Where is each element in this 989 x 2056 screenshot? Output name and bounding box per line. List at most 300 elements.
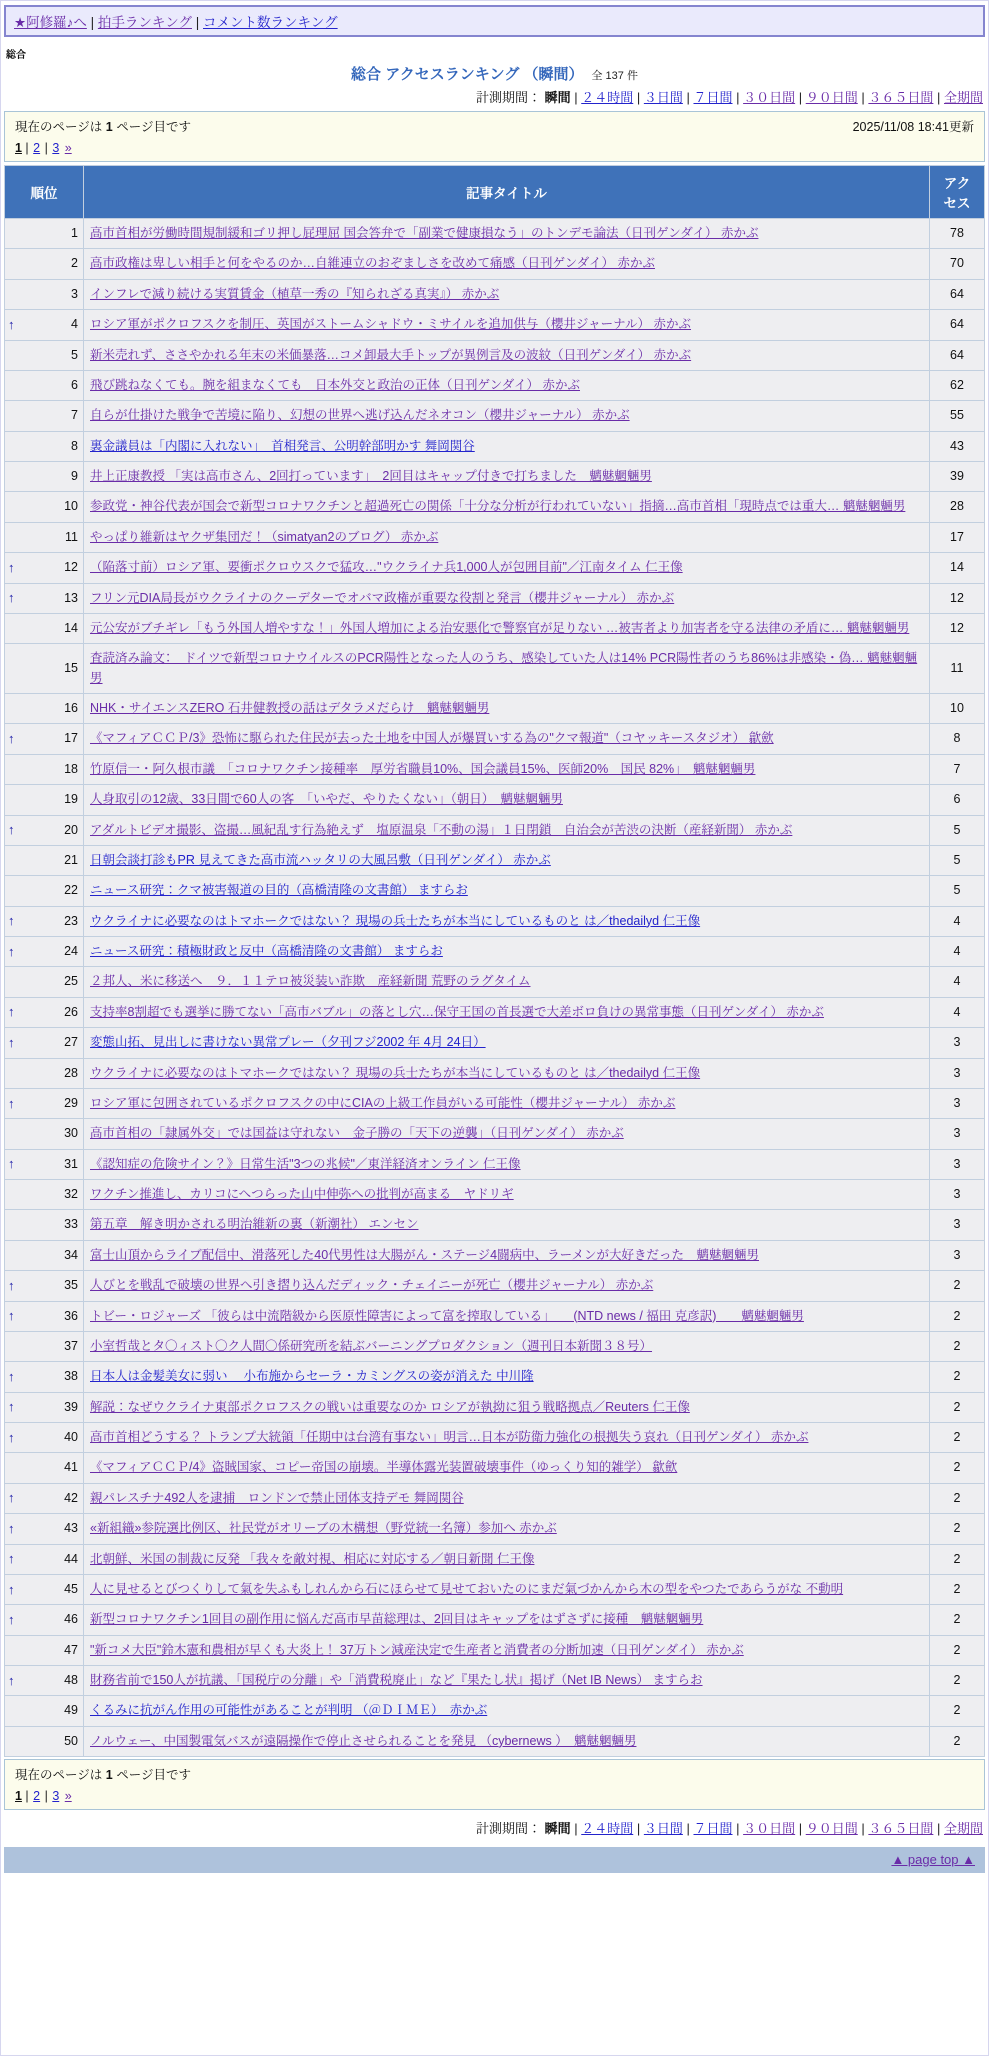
title-cell: [84, 937, 930, 967]
separator: |: [41, 1789, 52, 1804]
table-row: [5, 1453, 985, 1483]
title-cell: [84, 522, 930, 552]
article-link[interactable]: NHK・サイエンスZERO 石井健教授の話はデタラメだらけ 魑魅魍魎男: [90, 701, 490, 715]
title-cell: [84, 1483, 930, 1513]
page-top-link[interactable]: ▲ page top ▲: [891, 1852, 975, 1868]
rank-up-icon: ↑: [8, 1520, 15, 1536]
title-cell: [84, 553, 930, 583]
title-cell: [84, 876, 930, 906]
total-count: 全 137 件: [591, 70, 638, 82]
ranking-table-head: [5, 166, 985, 219]
access-count: 2: [930, 1392, 985, 1422]
table-row: [5, 1058, 985, 1088]
article-link[interactable]: 元公安がブチギレ「もう外国人増やすな！」外国人増加による治安悪化で警察官が足りない …被害者より加害者を守る法律の矛盾に… 魑魅魍魎男: [90, 620, 910, 635]
bottom-info-box: [4, 1759, 985, 1810]
access-count: 4: [930, 967, 985, 997]
rank-number: 50: [64, 1733, 78, 1748]
access-count: 43: [930, 431, 985, 461]
current-page: 1: [15, 141, 22, 155]
article-link[interactable]: 高市首相が労働時間規制緩和ゴリ押し屁理屈 国会答弁で「副業で健康損なう」のトンデモ論法（日刊ゲンダイ） 赤かぶ: [90, 226, 759, 240]
table-row: [5, 906, 985, 936]
period-link[interactable]: ２４時間: [581, 1821, 634, 1837]
page-link[interactable]: 3: [52, 1789, 60, 1804]
rank-cell: [5, 845, 84, 875]
access-count: 55: [930, 401, 985, 431]
article-link[interactable]: 高市首相の「隷属外交」では国益は守れない 金子勝の「天下の逆襲」（日刊ゲンダイ） 赤かぶ: [90, 1126, 624, 1141]
access-count: 5: [930, 815, 985, 845]
table-row: [5, 1392, 985, 1422]
top-info-box: [4, 111, 985, 162]
rank-cell: [5, 219, 84, 249]
rank-cell: [5, 1423, 84, 1453]
rank-up-icon: ↑: [8, 1004, 15, 1020]
article-link[interactable]: 親パレスチナ492人を逮捕 ロンドンで禁止団体支持デモ 舞岡関谷: [90, 1490, 464, 1505]
rank-cell: [5, 1180, 84, 1210]
current-page-text: [15, 117, 191, 135]
table-row: [5, 1635, 985, 1665]
rank-cell: [5, 724, 84, 754]
rank-up-icon: ↑: [8, 822, 15, 838]
title-cell: [84, 1331, 930, 1361]
article-link[interactable]: 《認知症の危険サイン？》日常生活"3つの兆候"／東洋経済オンライン 仁王像: [90, 1156, 521, 1171]
article-link[interactable]: ウクライナに必要なのはトマホークではない？ 現場の兵士たちが本当にしているものと は／thedailyd 仁王像: [90, 1065, 701, 1080]
period-link[interactable]: ３６５日間: [868, 1821, 934, 1837]
article-link[interactable]: 参政党・神谷代表が国会で新型コロナワクチンと超過死亡の関係「十分な分析が行われていない」指摘…高市首相「現時点では重大… 魑魅魍魎男: [90, 499, 906, 514]
table-row: [5, 310, 985, 340]
access-count: 4: [930, 997, 985, 1027]
title-cell: [84, 1301, 930, 1331]
rank-number: 33: [64, 1217, 78, 1232]
title-cell: [84, 1210, 930, 1240]
access-count: 2: [930, 1362, 985, 1392]
rank-cell: [5, 462, 84, 492]
rank-number: 37: [64, 1338, 78, 1353]
rank-cell: [5, 1362, 84, 1392]
rank-number: 45: [64, 1581, 78, 1596]
rank-number: 6: [71, 377, 78, 392]
article-link[interactable]: やっぱり維新はヤクザ集団だ！（simatyan2のブログ） 赤かぶ: [90, 529, 439, 544]
article-link[interactable]: ２邦人、米に移送へ ９．１１テロ被災装い詐欺 産経新聞 荒野のラグタイム: [90, 974, 531, 989]
access-count: 2: [930, 1514, 985, 1544]
access-count: 2: [930, 1423, 985, 1453]
rank-number: 47: [64, 1642, 78, 1657]
table-row: [5, 1726, 985, 1756]
article-link[interactable]: 《マフィアＣＣＰ/4》盗賊国家、コピー帝国の崩壊。半導体露光装置破壊事件（ゆっくり知的雑学） 歙歛: [90, 1460, 678, 1475]
period-link[interactable]: ３０日間: [743, 90, 796, 105]
title-cell: [84, 815, 930, 845]
period-link[interactable]: ９０日間: [805, 90, 858, 105]
page-top-bar: [4, 1847, 985, 1873]
rank-cell: [5, 1119, 84, 1149]
table-row: [5, 845, 985, 875]
article-link[interactable]: 人びとを戦乱で破壊の世界へ引き摺り込んだディック・チェイニーが死亡（櫻井ジャーナル） 赤かぶ: [90, 1278, 654, 1293]
access-count: 17: [930, 522, 985, 552]
table-row: [5, 1119, 985, 1149]
access-count: 70: [930, 249, 985, 279]
current-page-number: 1: [105, 1768, 113, 1783]
page-link[interactable]: 3: [52, 141, 60, 155]
rank-number: 19: [64, 792, 78, 807]
table-row: [5, 815, 985, 845]
rank-cell: [5, 785, 84, 815]
article-link[interactable]: インフレで減り続ける実質賃金（植草一秀の『知られざる真実』） 赤かぶ: [90, 286, 500, 301]
period-link[interactable]: ３６５日間: [868, 90, 934, 105]
rank-number: 25: [64, 974, 78, 989]
article-link[interactable]: （陥落寸前）ロシア軍、要衝ポクロウスクで猛攻…"ウクライナ兵1,000人が包囲目前"／江南タイム 仁王像: [90, 560, 683, 575]
table-row: [5, 754, 985, 784]
period-link[interactable]: ２４時間: [581, 90, 634, 105]
page-link[interactable]: 2: [33, 1789, 41, 1804]
article-link[interactable]: ノルウェー、中国製電気バスが遠隔操作で停止させられることを発見 （cybernews ） 魑魅魍魎男: [90, 1733, 637, 1748]
table-row: [5, 1574, 985, 1604]
article-link[interactable]: ニュース研究：積極財政と反中（高橋清隆の文書館） ますらお: [90, 944, 443, 958]
rank-cell: [5, 1088, 84, 1118]
article-link[interactable]: 小室哲哉とタ〇ィスト〇ク人間〇係研究所を結ぶバーニングプロダクション（週刊日本新聞３８号）: [90, 1338, 653, 1353]
title-cell: [84, 1180, 930, 1210]
rank-up-icon: ↑: [8, 316, 15, 332]
article-link[interactable]: 人に見せるとびつくりして氣を失ふもしれんから石にほらせて見せておいたのにまだ氣づかんから木の型をやつたであらうがな 不動明: [90, 1581, 844, 1596]
pagination-top: [15, 141, 974, 155]
next-page-link[interactable]: »: [64, 1789, 72, 1804]
separator: |: [857, 1821, 869, 1837]
period-link[interactable]: 全期間: [943, 90, 983, 105]
rank-number: 20: [64, 822, 78, 837]
title-cell: [84, 1514, 930, 1544]
title-cell: [84, 1271, 930, 1301]
rank-cell: [5, 815, 84, 845]
title-cell: [84, 1058, 930, 1088]
rank-number: 36: [64, 1308, 78, 1323]
article-link[interactable]: ワクチン推進し、カリコにへつらった山中伸弥への批判が高まる ヤドリギ: [90, 1187, 514, 1201]
separator: |: [732, 90, 744, 105]
title-cell: [84, 1696, 930, 1726]
access-count: 2: [930, 1301, 985, 1331]
access-count: 2: [930, 1271, 985, 1301]
separator: |: [682, 1821, 694, 1837]
title-cell: [84, 462, 930, 492]
rank-number: 32: [64, 1187, 78, 1201]
access-count: 6: [930, 785, 985, 815]
title-cell: [84, 1726, 930, 1756]
title-cell: [84, 1240, 930, 1270]
rank-cell: [5, 1574, 84, 1604]
rank-cell: [5, 1514, 84, 1544]
table-row: [5, 694, 985, 724]
table-row: [5, 644, 985, 694]
rank-number: 15: [64, 660, 78, 675]
title-cell: [84, 1544, 930, 1574]
article-link[interactable]: 新米売れず、ささやかれる年末の米価暴落…コメ卸最大手トップが異例言及の波紋（日刊ゲンダイ） 赤かぶ: [90, 347, 692, 362]
table-row: [5, 1149, 985, 1179]
nav-link-asyura-home[interactable]: ★阿修羅♪へ: [14, 15, 87, 30]
table-row: [5, 1180, 985, 1210]
separator: |: [21, 141, 33, 155]
rank-cell: [5, 967, 84, 997]
table-row: [5, 1028, 985, 1058]
rank-cell: [5, 1544, 84, 1574]
rank-cell: [5, 249, 84, 279]
rank-cell: [5, 1210, 84, 1240]
access-count: 4: [930, 937, 985, 967]
table-row: [5, 997, 985, 1027]
rank-number: 30: [64, 1126, 78, 1141]
rank-up-icon: ↑: [8, 1308, 15, 1324]
title-cell: [84, 1574, 930, 1604]
access-count: 62: [930, 370, 985, 400]
article-link[interactable]: 変態山拓、見出しに書けない異常プレー（夕刊フジ2002 年 4月 24日）: [90, 1035, 486, 1050]
rank-cell: [5, 937, 84, 967]
title-cell: [84, 1119, 930, 1149]
title-cell: [84, 967, 930, 997]
rank-number: 24: [64, 944, 78, 958]
article-link[interactable]: "新コメ大臣"鈴木憲和農相が早くも大炎上！ 37万トン減産決定で生産者と消費者の分断加速（日刊ゲンダイ） 赤かぶ: [90, 1642, 744, 1657]
rank-cell: [5, 906, 84, 936]
separator: |: [633, 1821, 644, 1837]
title-cell: [84, 279, 930, 309]
title-cell: [84, 997, 930, 1027]
title-cell: [84, 644, 930, 694]
rank-cell: [5, 1635, 84, 1665]
article-link[interactable]: 解説：なぜウクライナ東部ポクロフスクの戦いは重要なのか ロシアが執拗に狙う戦略拠点／Reuters 仁王像: [90, 1399, 690, 1414]
access-count: 3: [930, 1240, 985, 1270]
table-row: [5, 249, 985, 279]
article-link[interactable]: 第五章 解き明かされる明治維新の裏（新潮社） エンセン: [90, 1217, 419, 1232]
table-row: [5, 1210, 985, 1240]
access-count: 7: [930, 754, 985, 784]
rank-cell: [5, 644, 84, 694]
article-link[interactable]: 富士山頂からライブ配信中、滑落死した40代男性は大腸がん・ステージ4闘病中、ラーメンが大好きだった 魑魅魍魎男: [90, 1247, 759, 1262]
rank-cell: [5, 279, 84, 309]
article-link[interactable]: くるみに抗がん作用の可能性があることが判明 （＠ＤＩＭＥ） 赤かぶ: [90, 1703, 488, 1718]
separator: |: [857, 90, 869, 105]
period-link[interactable]: ７日間: [693, 1821, 733, 1837]
ranking-table-body: [5, 219, 985, 1757]
access-count: 2: [930, 1483, 985, 1513]
title-cell: [84, 1149, 930, 1179]
column-header-access: アクセス: [930, 166, 985, 219]
rank-number: 41: [64, 1460, 78, 1475]
separator: |: [570, 90, 582, 105]
article-link[interactable]: 竹原信一・阿久根市議 「コロナワクチン接種率 厚労省職員10%、国会議員15%、医師20% 国民 82%」 魑魅魍魎男: [90, 761, 756, 776]
rank-cell: [5, 1453, 84, 1483]
article-link[interactable]: 北朝鮮、米国の制裁に反発 「我々を敵対視、相応に対応する／朝日新聞 仁王像: [90, 1551, 535, 1566]
period-link[interactable]: ３０日間: [743, 1821, 796, 1837]
table-row: [5, 1362, 985, 1392]
period-link[interactable]: ３日間: [643, 1821, 683, 1837]
article-link[interactable]: トビー・ロジャーズ 「彼らは中流階級から医原性障害によって富を搾取している」 (NTD news / 福田 克彦訳) 魑魅魍魎男: [90, 1308, 804, 1323]
current-page: 1: [15, 1789, 22, 1804]
rank-up-icon: ↑: [8, 1399, 15, 1415]
rank-up-icon: ↑: [8, 1581, 15, 1597]
article-link[interactable]: 新型コロナワクチン1回目の副作用に悩んだ高市早苗総理は、2回目はキャップをはずさずに接種 魑魅魍魎男: [90, 1612, 704, 1627]
table-row: [5, 522, 985, 552]
rank-up-icon: ↑: [8, 730, 15, 746]
rank-up-icon: ↑: [8, 1611, 15, 1627]
next-page-link[interactable]: »: [64, 141, 72, 155]
page-link[interactable]: 2: [33, 141, 41, 155]
rank-number: 40: [64, 1430, 78, 1444]
article-link[interactable]: «新組織»参院選比例区、社民党がオリーブの木構想（野党統一名簿）参加へ 赤かぶ: [90, 1521, 557, 1536]
rank-up-icon: ↑: [8, 1429, 15, 1445]
article-link[interactable]: 財務省前で150人が抗議、「国税庁の分離」や「消費税廃止」など『果たし状』掲げ（Net IB News） ますらお: [90, 1673, 703, 1687]
rank-number: 27: [64, 1035, 78, 1050]
period-link[interactable]: 全期間: [943, 1821, 983, 1837]
table-row: [5, 431, 985, 461]
table-row: [5, 553, 985, 583]
article-link[interactable]: ニュース研究：クマ被害報道の目的（高橋清隆の文書館） ますらお: [90, 883, 468, 898]
title-cell: [84, 1666, 930, 1696]
rank-cell: [5, 876, 84, 906]
rank-cell: [5, 1301, 84, 1331]
rank-cell: [5, 310, 84, 340]
rank-number: 35: [64, 1278, 78, 1293]
table-row: [5, 279, 985, 309]
article-link[interactable]: 高市政権は卑しい相手と何をやるのか…自維連立のおぞましさを改めて痛感（日刊ゲンダイ） 赤かぶ: [90, 256, 655, 271]
rank-number: 31: [64, 1156, 78, 1171]
article-link[interactable]: 自らが仕掛けた戦争で苦境に陥り、幻想の世界へ逃げ込んだネオコン（櫻井ジャーナル） 赤かぶ: [90, 408, 630, 423]
access-count: 3: [930, 1180, 985, 1210]
access-count: 2: [930, 1605, 985, 1635]
access-count: 11: [930, 644, 985, 694]
separator: |: [795, 1821, 806, 1837]
table-row: [5, 1483, 985, 1513]
title-cell: [84, 1605, 930, 1635]
rank-number: 14: [64, 620, 78, 635]
article-link[interactable]: ウクライナに必要なのはトマホークではない？ 現場の兵士たちが本当にしているものと は／thedailyd 仁王像: [90, 913, 701, 928]
title-cell: [84, 785, 930, 815]
rank-number: 48: [64, 1673, 78, 1687]
separator: |: [21, 1789, 33, 1804]
article-link[interactable]: 裏金議員は「内閣に入れない」 首相発言、公明幹部明かす 舞岡関谷: [90, 438, 475, 453]
table-row: [5, 340, 985, 370]
title-cell: [84, 694, 930, 724]
nav-link-comment-ranking[interactable]: コメント数ランキング: [203, 15, 338, 30]
rank-cell: [5, 997, 84, 1027]
access-count: 64: [930, 340, 985, 370]
article-link[interactable]: フリン元DIA局長がウクライナのクーデターでオバマ政権が重要な役割と発言（櫻井ジャーナル） 赤かぶ: [90, 590, 675, 605]
rank-up-icon: ↑: [8, 1277, 15, 1293]
title-cell: [84, 1635, 930, 1665]
pagination-bottom: [15, 1789, 974, 1803]
nav-link-clap-ranking[interactable]: 拍手ランキング: [97, 15, 192, 30]
page-title: [4, 63, 985, 84]
article-link[interactable]: 井上正康教授 「実は高市さん、2回打っています」 2回目はキャップ付きで打ちました 魑魅魍魎男: [90, 469, 652, 483]
rank-number: 43: [64, 1521, 78, 1536]
article-link[interactable]: 飛び跳ねなくても。腕を組まなくても 日本外交と政治の正体（日刊ゲンダイ） 赤かぶ: [90, 377, 580, 392]
title-cell: [84, 613, 930, 643]
title-cell: [84, 724, 930, 754]
article-link[interactable]: ロシア軍に包囲されているポクロフスクの中にCIAの上級工作員がいる可能性（櫻井ジャーナル） 赤かぶ: [90, 1095, 676, 1110]
access-count: 3: [930, 1028, 985, 1058]
table-row: [5, 370, 985, 400]
rank-number: 34: [64, 1247, 78, 1262]
table-row: [5, 1301, 985, 1331]
category-label: 総合: [6, 50, 26, 61]
table-row: [5, 401, 985, 431]
access-count: 2: [930, 1666, 985, 1696]
rank-cell: [5, 522, 84, 552]
rank-number: 29: [64, 1095, 78, 1110]
title-cell: [84, 370, 930, 400]
current-page-suffix: ページ目です: [116, 120, 191, 134]
article-link[interactable]: 高市首相どうする？ トランプ大統領「任期中は台湾有事ない」明言…日本が防衛力強化の根拠失う哀れ（日刊ゲンダイ） 赤かぶ: [90, 1430, 809, 1444]
article-link[interactable]: 人身取引の12歳、33日間で60人の客 「いやだ、やりたくない」（朝日） 魑魅魍魎男: [90, 792, 563, 807]
article-link[interactable]: ロシア軍がポクロフスクを制圧、英国がストームシャドウ・ミサイルを追加供与（櫻井ジャーナル） 赤かぶ: [90, 317, 691, 332]
period-link[interactable]: ９０日間: [805, 1821, 858, 1837]
rank-number: 13: [64, 590, 78, 605]
article-link[interactable]: 《マフィアＣＣＰ/3》恐怖に駆られた住民が去った土地を中国人が爆買いする為の"クマ報道"（コヤッキースタジオ） 歙歛: [90, 731, 774, 746]
title-cell: [84, 906, 930, 936]
article-link[interactable]: 日朝会談打診もPR 見えてきた高市流ハッタリの大風呂敷（日刊ゲンダイ） 赤かぶ: [90, 852, 551, 867]
period-link[interactable]: ３日間: [643, 90, 683, 105]
period-current: 瞬間: [544, 1821, 571, 1837]
table-row: [5, 219, 985, 249]
article-link[interactable]: 支持率8割超でも選挙に勝てない「高市バブル」の落とし穴…保守王国の首長選で大差ボロ負けの異常事態（日刊ゲンダイ） 赤かぶ: [90, 1004, 824, 1019]
title-cell: [84, 1088, 930, 1118]
rank-cell: [5, 1058, 84, 1088]
table-row: [5, 1666, 985, 1696]
title-cell: [84, 310, 930, 340]
current-page-number: 1: [105, 120, 113, 134]
table-row: [5, 1605, 985, 1635]
rank-number: 38: [64, 1369, 78, 1384]
article-link[interactable]: 査読済み論文： ドイツで新型コロナウイルスのPCR陽性となった人のうち、感染していた人は14% PCR陽性者のうち86%は非感染・偽… 魑魅魍魎男: [90, 651, 918, 685]
title-cell: [84, 249, 930, 279]
rank-up-icon: ↑: [8, 1672, 15, 1688]
period-label: 計測期間：: [475, 1821, 541, 1837]
table-row: [5, 1696, 985, 1726]
rank-up-icon: ↑: [8, 1368, 15, 1384]
article-link[interactable]: 日本人は金髪美女に弱い＿ 小布施からセーラ・カミングスの姿が消えた 中川隆: [90, 1369, 534, 1384]
access-count: 2: [930, 1726, 985, 1756]
rank-cell: [5, 1483, 84, 1513]
rank-number: 28: [64, 1065, 78, 1080]
access-count: 64: [930, 310, 985, 340]
rank-number: 7: [71, 408, 78, 423]
table-row: [5, 1544, 985, 1574]
current-page-prefix: 現在のページは: [15, 120, 103, 134]
rank-cell: [5, 694, 84, 724]
rank-number: 11: [65, 529, 78, 544]
rank-number: 10: [64, 499, 78, 514]
rank-cell: [5, 1149, 84, 1179]
rank-cell: [5, 401, 84, 431]
title-cell: [84, 845, 930, 875]
rank-cell: [5, 1271, 84, 1301]
table-row: [5, 1423, 985, 1453]
separator: |: [933, 90, 944, 105]
column-header-rank: 順位: [5, 166, 84, 219]
rank-number: 12: [64, 560, 78, 575]
rank-number: 22: [64, 883, 78, 898]
rank-up-icon: ↑: [8, 1490, 15, 1506]
title-cell: [84, 219, 930, 249]
article-link[interactable]: アダルトビデオ撮影、盗撮…風紀乱す行為絶えず 塩原温泉「不動の湯」１日閉鎖 自治会が苦渋の決断（産経新聞） 赤かぶ: [90, 822, 793, 837]
period-label: 計測期間：: [475, 90, 541, 105]
period-nav-bottom: [4, 1818, 983, 1837]
table-row: [5, 1514, 985, 1544]
rank-up-icon: ↑: [8, 1551, 15, 1567]
access-count: 78: [930, 219, 985, 249]
access-count: 2: [930, 1696, 985, 1726]
table-row: [5, 937, 985, 967]
title-cell: [84, 583, 930, 613]
table-row: [5, 492, 985, 522]
period-link[interactable]: ７日間: [693, 90, 733, 105]
rank-number: 49: [64, 1703, 78, 1718]
table-row: [5, 785, 985, 815]
rank-up-icon: ↑: [8, 1156, 15, 1172]
